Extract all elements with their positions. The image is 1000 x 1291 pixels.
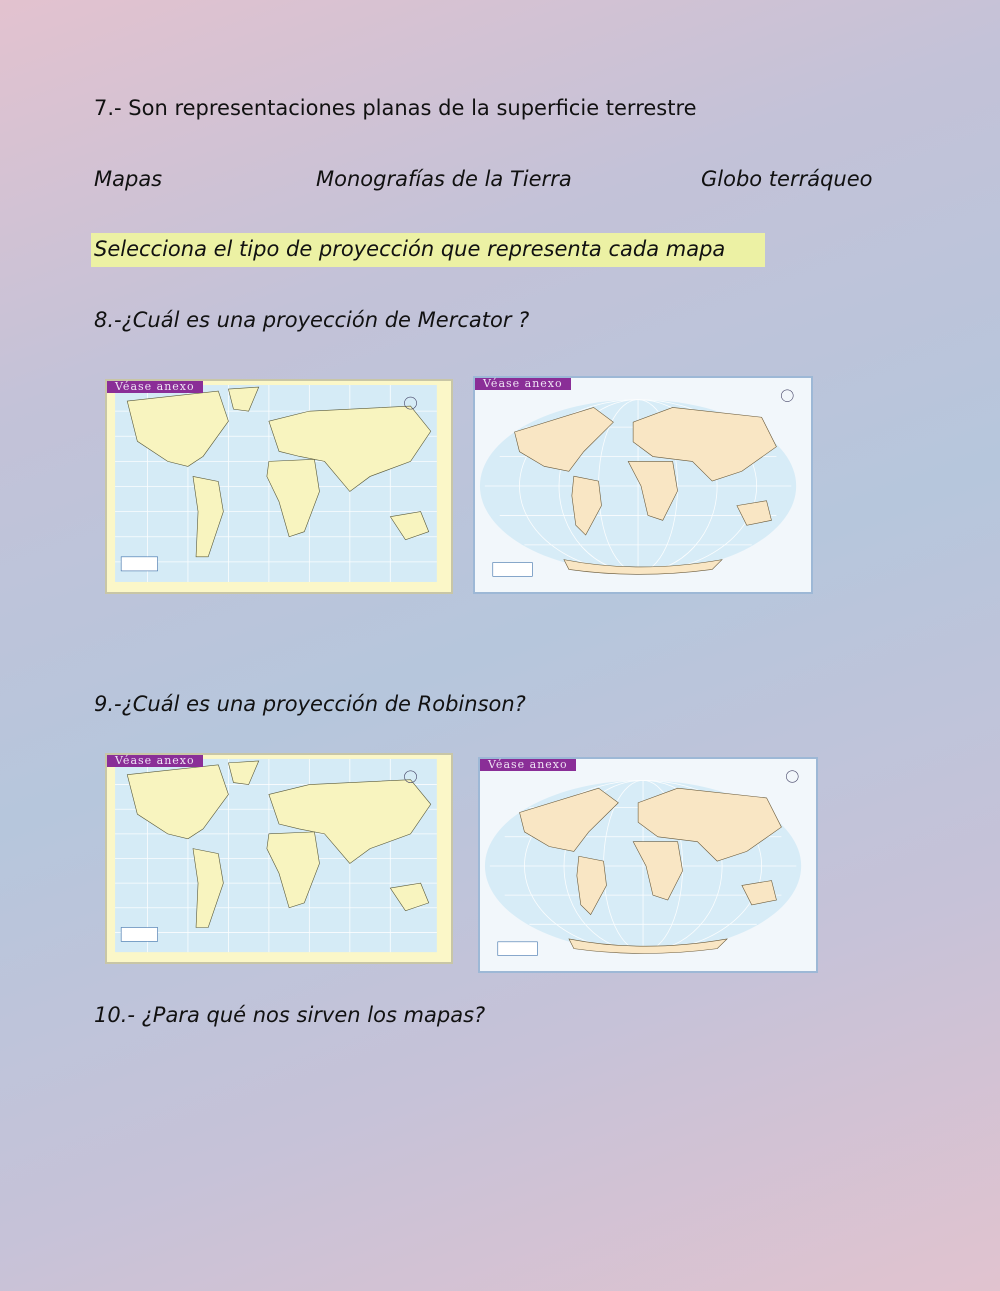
option-monografias[interactable]: Monografías de la Tierra (316, 167, 572, 191)
robinson-map-image (480, 759, 816, 971)
option-mapas[interactable]: Mapas (94, 167, 163, 191)
mercator-map-image (107, 755, 451, 962)
mercator-map-image (107, 381, 451, 592)
q8-map-mercator[interactable] (105, 379, 453, 594)
q9-map-robinson[interactable] (478, 757, 818, 973)
question-10-text: 10.- ¿Para qué nos sirven los mapas? (94, 1003, 486, 1027)
q8-map-mercator-tag: Véase anexo (107, 381, 203, 393)
option-globo[interactable]: Globo terráqueo (701, 167, 873, 191)
question-8-text: 8.-¿Cuál es una proyección de Mercator ? (94, 308, 530, 332)
q8-map-robinson[interactable] (473, 376, 813, 594)
question-9-text: 9.-¿Cuál es una proyección de Robinson? (94, 692, 526, 716)
question-7-text: 7.- Son representaciones planas de la superficie terrestre (94, 96, 697, 120)
q9-map-robinson-tag: Véase anexo (480, 759, 576, 771)
q9-map-mercator-tag: Véase anexo (107, 755, 203, 767)
q8-map-robinson-tag: Véase anexo (475, 378, 571, 390)
q9-map-mercator[interactable] (105, 753, 453, 964)
robinson-map-image (475, 378, 811, 592)
instruction-text: Selecciona el tipo de proyección que representa cada mapa (94, 237, 726, 261)
